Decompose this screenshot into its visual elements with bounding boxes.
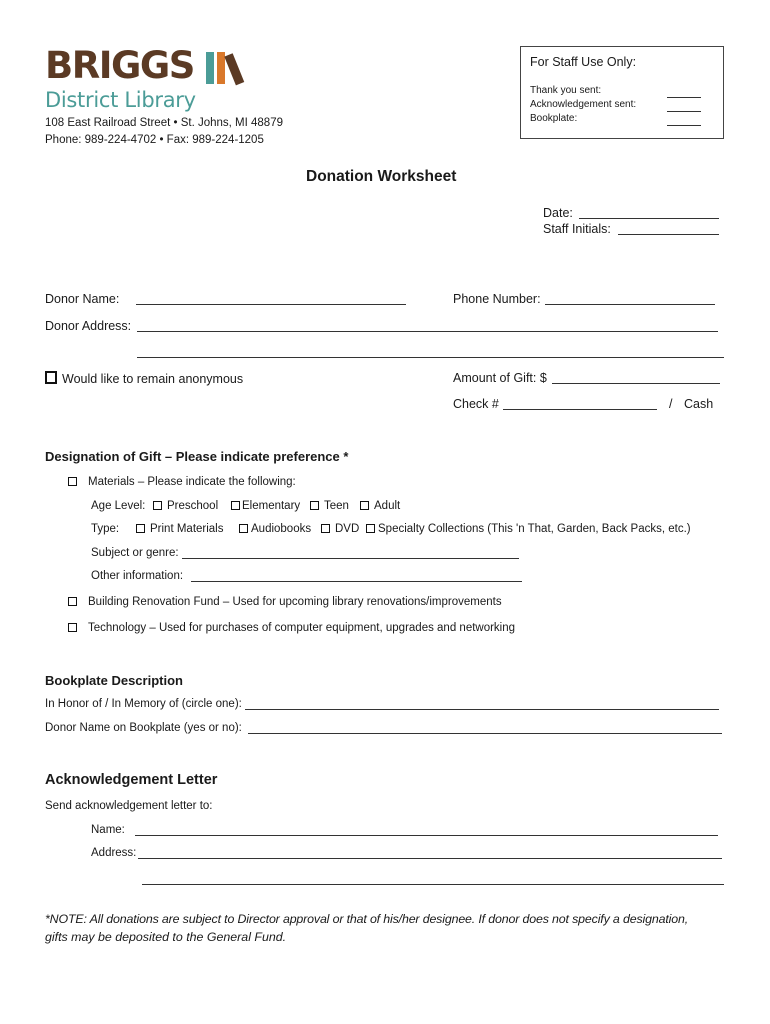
donor-address-field-2[interactable]	[137, 357, 724, 358]
note-line-2: gifts may be deposited to the General Fund.	[45, 930, 287, 944]
staff-line-bookplate[interactable]	[667, 125, 701, 126]
type-specialty-checkbox[interactable]	[366, 524, 375, 533]
book-spine-teal	[206, 52, 214, 84]
building-fund-label: Building Renovation Fund – Used for upcoming library renovations/improvements	[88, 596, 502, 608]
staff-initials-field[interactable]	[618, 234, 719, 235]
bookplate-donor-name-field[interactable]	[248, 733, 722, 734]
age-teen-checkbox[interactable]	[310, 501, 319, 510]
type-label: Type:	[91, 523, 120, 535]
book-spine-orange	[217, 52, 225, 84]
bookplate-heading: Bookplate Description	[45, 673, 183, 688]
designation-heading: Designation of Gift – Please indicate preference *	[45, 449, 349, 464]
technology-option[interactable]	[68, 622, 515, 634]
type-print-label: Print Materials	[150, 523, 224, 535]
other-information-field[interactable]	[191, 581, 522, 582]
age-preschool-option[interactable]	[153, 500, 218, 512]
anonymous-checkbox[interactable]	[45, 371, 57, 384]
type-dvd-checkbox[interactable]	[321, 524, 330, 533]
type-dvd-label: DVD	[335, 523, 360, 535]
amount-label: Amount of Gift: $	[453, 371, 547, 385]
type-print-option[interactable]	[136, 523, 224, 535]
technology-label: Technology – Used for purchases of computer equipment, upgrades and networking	[88, 622, 516, 634]
anonymous-option[interactable]	[45, 371, 243, 386]
check-label: Check #	[453, 397, 499, 411]
donor-name-field[interactable]	[136, 304, 406, 305]
books-logo-icon	[204, 50, 254, 86]
donor-name-label: Donor Name:	[45, 292, 120, 306]
honor-memory-field[interactable]	[245, 709, 719, 710]
type-dvd-option[interactable]	[321, 523, 359, 535]
building-fund-checkbox[interactable]	[68, 597, 77, 606]
ack-name-field[interactable]	[135, 835, 718, 836]
staff-use-box	[520, 46, 724, 139]
age-elementary-option[interactable]	[231, 500, 300, 512]
anonymous-label: Would like to remain anonymous	[62, 372, 244, 386]
age-adult-checkbox[interactable]	[360, 501, 369, 510]
type-audiobooks-option[interactable]	[239, 523, 311, 535]
age-adult-option[interactable]	[360, 500, 400, 512]
phone-number-label: Phone Number:	[453, 292, 541, 306]
staff-item-thank-you: Thank you sent:	[530, 85, 602, 96]
brand-subtitle: District Library	[45, 88, 196, 112]
book-spine-brown	[224, 53, 244, 85]
type-audiobooks-checkbox[interactable]	[239, 524, 248, 533]
type-specialty-label: Specialty Collections (This 'n That, Garden, Back Packs, etc.)	[378, 523, 691, 535]
age-teen-option[interactable]	[310, 500, 349, 512]
subject-genre-label: Subject or genre:	[91, 547, 179, 559]
age-preschool-checkbox[interactable]	[153, 501, 162, 510]
building-fund-option[interactable]	[68, 596, 502, 608]
staff-item-acknowledgement: Acknowledgement sent:	[530, 99, 637, 110]
age-adult-label: Adult	[374, 500, 401, 512]
age-preschool-label: Preschool	[167, 500, 219, 512]
subject-genre-field[interactable]	[182, 558, 519, 559]
phone-number-field[interactable]	[545, 304, 715, 305]
ack-address-field-1[interactable]	[138, 858, 722, 859]
type-specialty-option[interactable]	[366, 523, 691, 535]
brand-name: BRIGGS	[45, 44, 194, 87]
materials-option[interactable]	[68, 476, 296, 488]
bookplate-donor-name-label: Donor Name on Bookplate (yes or no):	[45, 722, 242, 734]
cash-option[interactable]: Cash	[684, 397, 714, 411]
library-contact: Phone: 989-224-4702 • Fax: 989-224-1205	[45, 134, 264, 146]
acknowledgement-heading: Acknowledgement Letter	[45, 772, 218, 788]
staff-line-thank-you[interactable]	[667, 97, 701, 98]
staff-line-acknowledgement[interactable]	[667, 111, 701, 112]
staff-box-title: For Staff Use Only:	[530, 55, 637, 69]
date-field[interactable]	[579, 218, 719, 219]
note-line-1: *NOTE: All donations are subject to Director approval or that of his/her designee. If donor does not specify a designation,	[45, 912, 688, 926]
ack-address-label: Address:	[91, 847, 137, 859]
amount-field[interactable]	[552, 383, 720, 384]
payment-separator: /	[669, 397, 673, 411]
age-elementary-label: Elementary	[242, 500, 301, 512]
materials-checkbox[interactable]	[68, 477, 77, 486]
staff-initials-label: Staff Initials:	[543, 222, 611, 236]
staff-item-bookplate: Bookplate:	[530, 113, 578, 124]
check-number-field[interactable]	[503, 409, 657, 410]
type-print-checkbox[interactable]	[136, 524, 145, 533]
type-audiobooks-label: Audiobooks	[251, 523, 312, 535]
other-information-label: Other information:	[91, 570, 184, 582]
age-elementary-checkbox[interactable]	[231, 501, 240, 510]
ack-address-field-2[interactable]	[142, 884, 724, 885]
page-title: Donation Worksheet	[306, 168, 457, 185]
materials-label: Materials – Please indicate the following:	[88, 476, 296, 488]
send-letter-label: Send acknowledgement letter to:	[45, 800, 213, 812]
donor-address-label: Donor Address:	[45, 319, 132, 333]
age-level-label: Age Level:	[91, 500, 146, 512]
honor-memory-label: In Honor of / In Memory of (circle one):	[45, 698, 242, 710]
library-address: 108 East Railroad Street • St. Johns, MI 48879	[45, 117, 283, 129]
donor-address-field-1[interactable]	[137, 331, 718, 332]
date-label: Date:	[543, 206, 573, 220]
ack-name-label: Name:	[91, 824, 125, 836]
technology-checkbox[interactable]	[68, 623, 77, 632]
age-teen-label: Teen	[324, 500, 349, 512]
